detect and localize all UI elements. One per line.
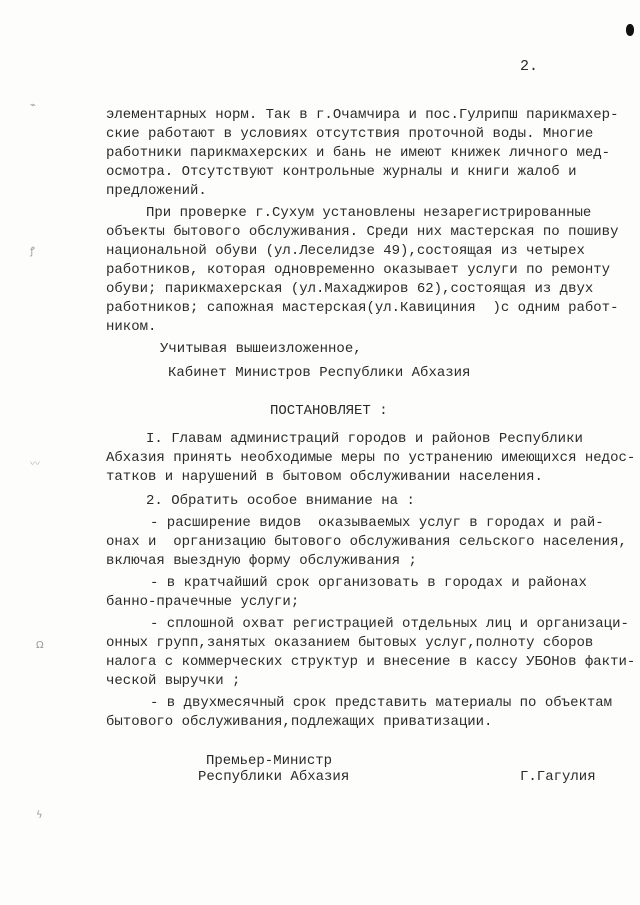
margin-mark: ϟ [36,810,43,821]
ink-blot [626,24,634,36]
item-line: онах и организацию бытового обслуживания сельского населения, [106,534,627,550]
signature-title: Премьер-Министр [206,753,333,769]
item-line: - в двухмесячный срок представить материалы по объектам [150,695,613,711]
margin-mark: ⌁ [30,100,37,111]
item-line: банно-прачечные услуги; [106,594,300,610]
item-line: I. Главам администраций городов и районов Республики [146,431,583,447]
item-line: Абхазия принять необходимые меры по устранению имеющихся недос- [106,450,636,466]
considering-line: Учитывая вышеизложенное, [160,341,362,357]
margin-mark: ꝭ [30,246,35,257]
page-number: 2. [520,58,539,75]
paragraph-line: При проверке г.Сухум установлены незарегистрированные [146,205,592,221]
paragraph-line: работники парикмахерских и бань не имеют книжек личного мед- [106,145,611,161]
item-heading: 2. Обратить особое внимание на : [146,493,415,509]
paragraph-line: национальной обуви (ул.Леселидзе 49),состоящая из четырех [106,243,585,259]
paragraph-line: осмотра. Отсутствуют контрольные журналы и книги жалоб и [106,164,577,180]
item-line: татков и нарушений в бытовом обслуживании населения. [106,469,543,485]
paragraph-line: элементарных норм. Так в г.Очамчира и пос.Гулрипш парикмахер- [106,107,619,123]
margin-mark: 〰 [30,459,40,470]
resolves-heading: ПОСТАНОВЛЯЕТ : [270,403,388,419]
item-line: - расширение видов оказываемых услуг в городах и рай- [150,515,604,531]
paragraph-line: ские работают в условиях отсутствия проточной воды. Многие [106,126,594,142]
item-line: бытового обслуживания,подлежащих приватизации. [106,714,493,730]
item-line: - сплошной охват регистрацией отдельных лиц и организаци- [150,616,629,632]
paragraph-line: ником. [106,319,157,335]
paragraph-line: работников, которая одновременно оказывает услуги по ремонту [106,262,611,278]
paragraph-line: работников; сапожная мастерская(ул.Кавициния )с одним работ- [106,300,619,316]
signature-name: Г.Гагулия [520,769,596,785]
signature-title: Республики Абхазия [198,769,350,785]
item-line: онных групп,занятых оказанием бытовых услуг,полноту сборов [106,635,594,651]
item-line: налога с коммерческих структур и внесение в кассу УБОНов факти- [106,654,636,670]
margin-mark: Ω [36,640,44,651]
item-line: ческой выручки ; [106,673,241,689]
paragraph-line: объекты бытового обслуживания. Среди них мастерская по пошиву [106,224,619,240]
item-line: - в кратчайший срок организовать в городах и районах [150,575,587,591]
cabinet-line: Кабинет Министров Республики Абхазия [168,365,471,381]
item-line: включая выездную форму обслуживания ; [106,553,417,569]
paragraph-line: предложений. [106,183,207,199]
paragraph-line: обуви; парикмахерская (ул.Махаджиров 62),состоящая из двух [106,281,594,297]
